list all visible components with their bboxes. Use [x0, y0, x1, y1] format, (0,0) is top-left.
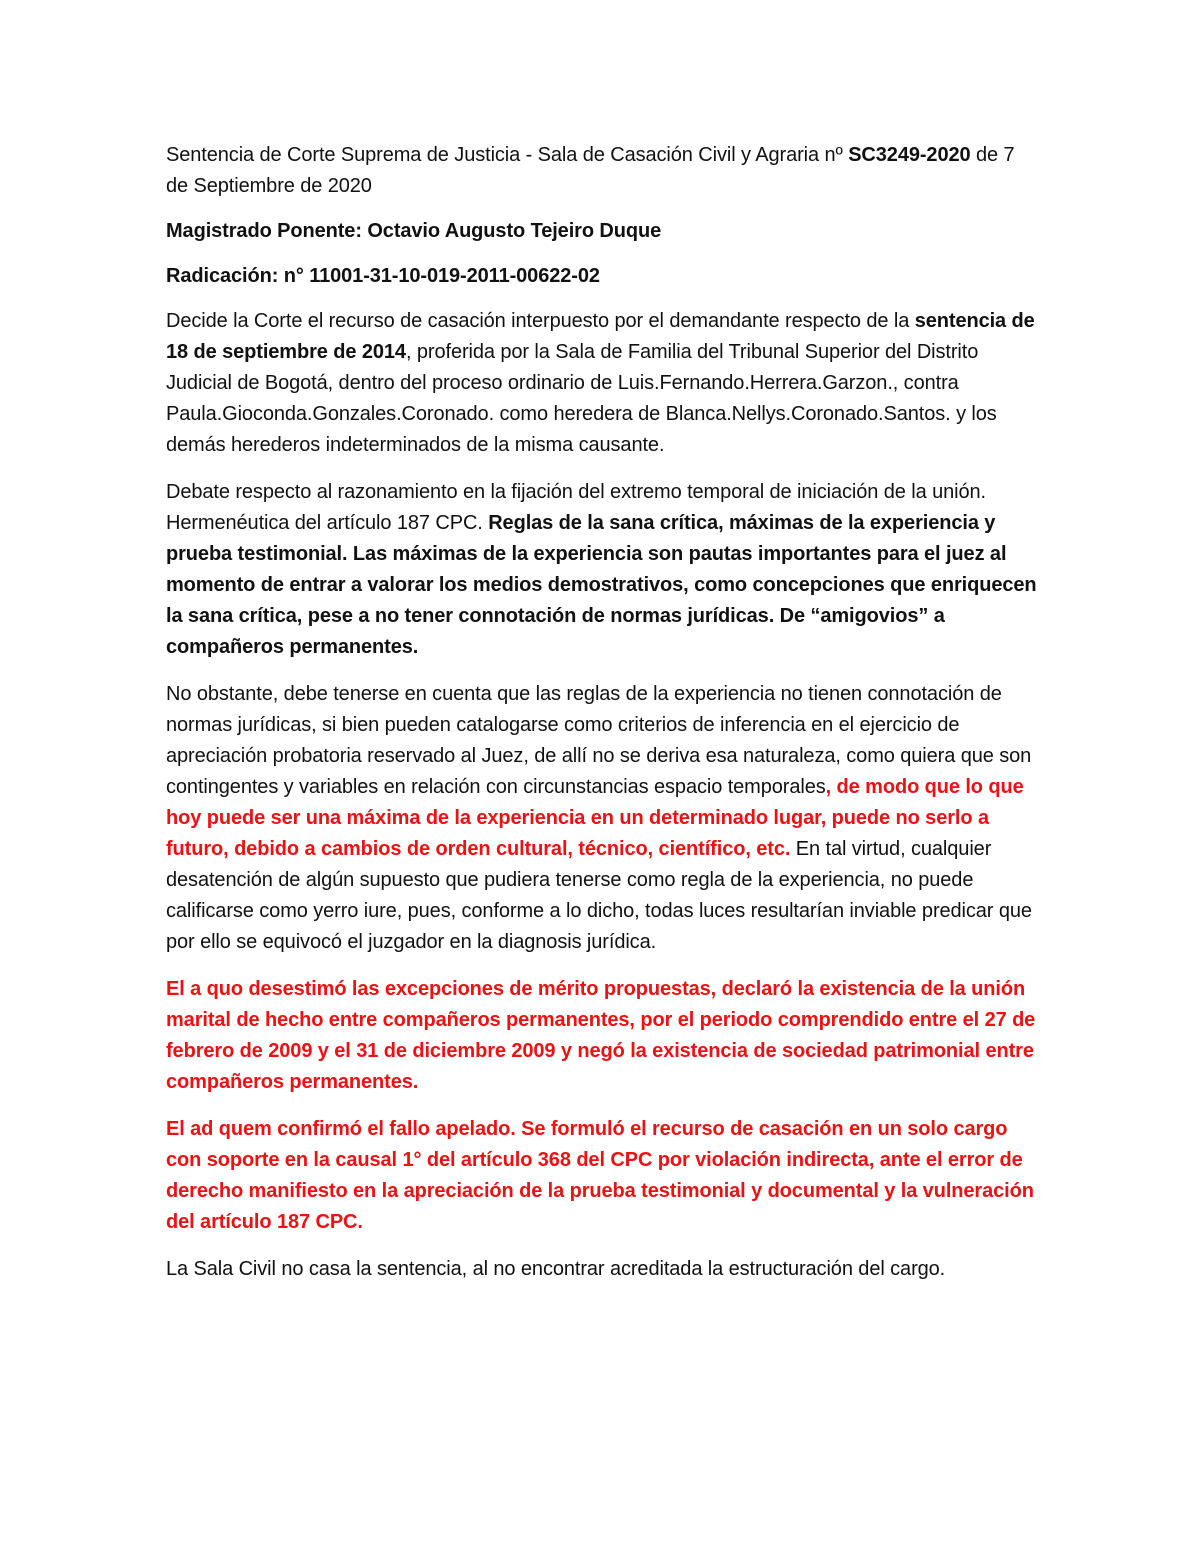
magistrado-ponente: Magistrado Ponente: Octavio Augusto Tejeiro Duque [166, 220, 662, 242]
radicacion: Radicación: n° 11001-31-10-019-2011-00622-02 [166, 265, 600, 287]
title-prefix: Sentencia de Corte Suprema de Justicia - Sala de Casación Civil y Agraria nº [166, 144, 849, 166]
paragraph-no-obstante-red: , de modo que lo que hoy puede ser una máxima de la experiencia en un determinado lugar, puede no serlo a futuro, debido a cambios de orden cultural, técnico, científico, etc. [166, 776, 1024, 860]
paragraph-decide-a: Decide la Corte el recurso de casación interpuesto por el demandante respecto de la [166, 310, 915, 332]
paragraph-ad-quem: El ad quem confirmó el fallo apelado. Se formuló el recurso de casación en un solo cargo con soporte en la causal 1° del artículo 368 del CPC por violación indirecta, ante el error de derecho manifiesto en la apreciación de la prueba testimonial y documental y la vulneración del artículo 187 CPC. [166, 1118, 1034, 1233]
paragraph-no-obstante-c: En tal virtud, cualquier desatención de algún supuesto que pudiera tenerse como regla de la experiencia, no puede calificarse como yerro iure, pues, conforme a lo dicho, todas luces resultarían inviable predicar que por ello se equivocó el juzgador en la diagnosis jurídica. [166, 838, 1032, 953]
paragraph-decide-bold: sentencia de 18 de septiembre de 2014 [166, 310, 1035, 363]
paragraph-debate-a: Debate respecto al razonamiento en la fijación del extremo temporal de iniciación de la unión. Hermenéutica del artículo 187 CPC. [166, 481, 986, 534]
paragraph-debate-bold: Reglas de la sana crítica, máximas de la experiencia y prueba testimonial. Las máximas de la experiencia son pautas importantes para el juez al momento de entrar a valorar los medios demostrativos, como concepciones que enriquecen la sana crítica, pese a no tener connotación de normas jurídicas. De “amigovios” a compañeros permanentes. [166, 512, 1037, 658]
paragraph-conclusion: La Sala Civil no casa la sentencia, al no encontrar acreditada la estructuración del cargo. [166, 1258, 946, 1280]
paragraph-no-obstante [166, 679, 1040, 958]
title-suffix: de 7 de Septiembre de 2020 [166, 144, 1015, 197]
paragraph-debate [166, 477, 1040, 663]
paragraph-a-quo: El a quo desestimó las excepciones de mérito propuestas, declaró la existencia de la unión marital de hecho entre compañeros permanentes, por el periodo comprendido entre el 27 de febrero de 2009 y el 31 de diciembre 2009 y negó la existencia de sociedad patrimonial entre compañeros permanentes. [166, 978, 1036, 1093]
paragraph-decide-c: , proferida por la Sala de Familia del Tribunal Superior del Distrito Judicial de Bogotá, dentro del proceso ordinario de Luis.Fernando.Herrera.Garzon., contra Paula.Gioconda.Gonzales.Coronado. como heredera de Blanca.Nellys.Coronado.Santos. y los demás herederos indeterminados de la misma causante. [166, 341, 997, 456]
paragraph-decide [166, 306, 1040, 461]
title-number: SC3249-2020 [848, 144, 971, 166]
document-title [166, 140, 1040, 202]
paragraph-no-obstante-a: No obstante, debe tenerse en cuenta que las reglas de la experiencia no tienen connotación de normas jurídicas, si bien pueden catalogarse como criterios de inferencia en el ejercicio de apreciación probatoria reservado al Juez, de allí no se deriva esa naturaleza, como quiera que son contingentes y variables en relación con circunstancias espacio temporales [166, 683, 1032, 798]
